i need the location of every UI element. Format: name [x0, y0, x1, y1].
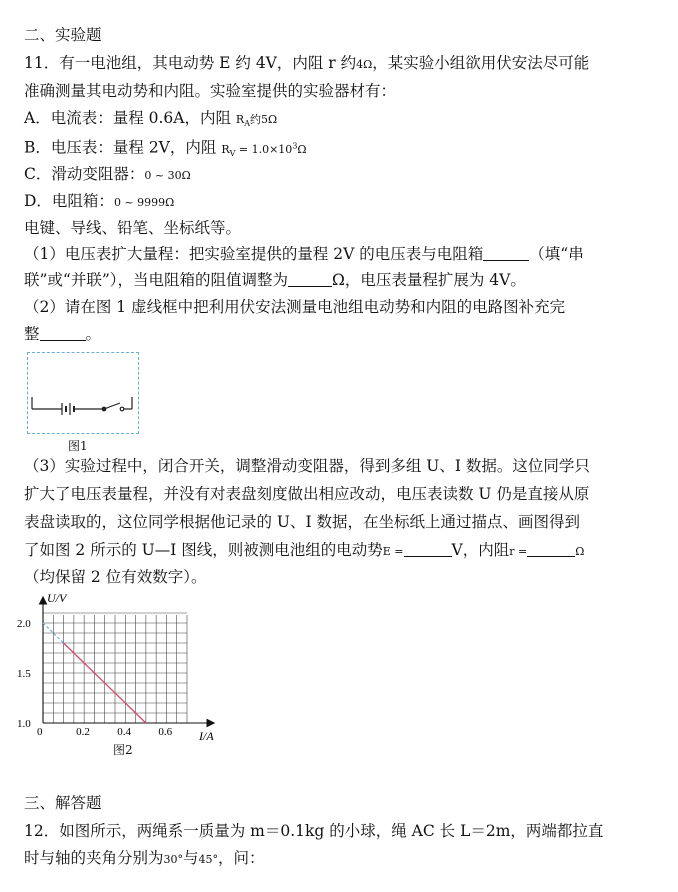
- x-tick-label: 0.6: [158, 726, 173, 738]
- x-tick-label: 0.2: [76, 726, 90, 738]
- y-tick-label: 1.5: [17, 668, 31, 680]
- option-c: C．滑动变阻器：0 ~ 30Ω: [24, 165, 191, 183]
- answer-blank: [40, 326, 86, 341]
- other-materials: 电键、导线、铅笔、坐标纸等。: [24, 219, 242, 237]
- part-1-line-1: （1）电压表扩大量程：把实验室提供的量程 2V 的电压表与电阻箱 （填“串: [24, 245, 584, 263]
- answer-blank: [288, 272, 332, 287]
- option-b: B．电压表：量程 2V，内阻 $R_V = 1.0\times 10^3\Omega$: [24, 138, 307, 158]
- answer-blank-resistance: [527, 542, 575, 557]
- answer-blank: [483, 246, 529, 261]
- figure-1-caption: 图1: [68, 439, 88, 453]
- part-2-line-1: （2）请在图 1 虚线框中把利用伏安法测量电池组电动势和内阻的电路图补充完: [24, 298, 566, 316]
- figure-2-ui-graph: [15, 590, 225, 740]
- y-tick-label: 2.0: [17, 618, 31, 630]
- x-axis-label: I/A: [199, 729, 214, 740]
- x-tick-label: 0.4: [117, 726, 132, 738]
- option-d: D．电阻箱：0 ~ 9999Ω: [24, 192, 175, 210]
- section-title: 二、实验题: [24, 26, 102, 44]
- figure-1-dashed-box: [27, 352, 139, 434]
- x-tick-label: 0: [37, 726, 43, 738]
- part-3-line-3: 表盘读取的，这位同学根据他记录的 U、I 数据，在坐标纸上通过描点、画图得到: [24, 513, 581, 531]
- switch-lever: [104, 403, 120, 409]
- part-3-line-2: 扩大了电压表量程，并没有对表盘刻度做出相应改动，电压表读数 U 仍是直接从原: [24, 485, 590, 503]
- part-3-line-5: （均保留 2 位有效数字）。: [24, 568, 207, 586]
- answer-blank-emf: [404, 542, 452, 557]
- question-12-line-2: 时与轴的夹角分别为30°与45°，问：: [24, 849, 265, 867]
- option-a-value: $R_A$约5Ω: [235, 113, 278, 129]
- part-1-line-2: 联”或“并联”），当电阻箱的阻值调整为 Ω，电压表量程扩展为 4V。: [24, 271, 526, 289]
- y-tick-label: 1.0: [17, 718, 31, 730]
- part-2-line-2: 整 。: [24, 325, 102, 343]
- option-a: A．电流表：量程 0.6A，内阻 $R_A$约5Ω: [24, 109, 278, 129]
- option-b-value: $R_V = 1.0\times 10^3\Omega$: [221, 141, 307, 158]
- part-3-line-1: （3）实验过程中，闭合开关，调整滑动变阻器，得到多组 U、I 数据。这位同学只: [24, 457, 590, 475]
- circuit-diagram: [28, 353, 138, 433]
- figure-2-caption: 图2: [113, 743, 133, 757]
- section-title: 三、解答题: [24, 794, 102, 812]
- y-axis-label: U/V: [47, 591, 67, 605]
- chart-grid: [43, 613, 187, 723]
- question-12-line-1: 12．如图所示，两绳系一质量为 m＝0.1kg 的小球，绳 AC 长 L＝2m，两端都拉直: [24, 822, 604, 840]
- question-11-line-1: 11．有一电池组，其电动势 E 约 4V，内阻 r 约4Ω，某实验小组欲用伏安法尽可能: [24, 54, 590, 72]
- question-11-line-2: 准确测量其电动势和内阻。实验室提供的实验器材有：: [24, 82, 397, 100]
- part-3-line-4: 了如图 2 所示的 U—I 图线，则被测电池组的电动势E = V，内阻r = Ω: [24, 541, 585, 559]
- switch-contact: [120, 407, 124, 411]
